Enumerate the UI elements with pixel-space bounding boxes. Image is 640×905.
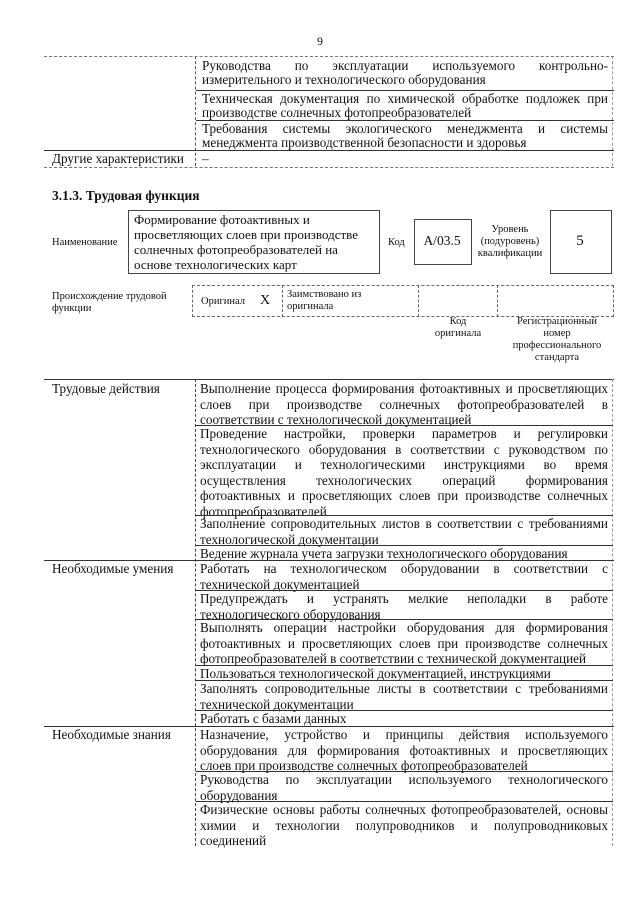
top-table-row: Техническая документация по химической обработке подложек при производстве солнечных фотопреобразователей: [202, 91, 608, 120]
qualification-level: 5: [576, 233, 584, 249]
labor-actions-label: Трудовые действия: [52, 381, 160, 396]
top-table: [44, 56, 614, 168]
qualification-level-label: Уровень (подуровень) квалификации: [477, 224, 543, 259]
list-item: Работать на технологическом оборудовании в соответствии с технической документацией: [200, 561, 608, 592]
other-characteristics-value: –: [202, 151, 209, 166]
function-name: Формирование фотоактивных и просветляющих слоев при производстве солнечных фотопреобразователей на основе технологических карт: [134, 212, 358, 272]
origin-label: Происхождение трудовой функции: [52, 291, 167, 314]
required-knowledge-label: Необходимые знания: [52, 727, 171, 742]
registration-number-label: Регистрационный номер профессионального стандарта: [512, 316, 602, 363]
list-item: Руководства по эксплуатации используемого технологического оборудования: [200, 772, 608, 803]
list-item: Выполнение процесса формирования фотоактивных и просветляющих слоев при производстве солнечных фотопреобразователей в соответствии с технологической документацией: [200, 381, 608, 427]
other-characteristics-label: Другие характеристики: [52, 151, 184, 166]
name-label: Наименование: [52, 237, 118, 248]
origin-box: [192, 285, 614, 317]
list-item: Заполнение сопроводительных листов в соответствии с требованиями технологической документации: [200, 516, 608, 547]
borrowed-label: Заимствовано из оригинала: [287, 289, 362, 312]
list-item: Ведение журнала учета загрузки технологического оборудования: [200, 546, 568, 561]
list-item: Проведение настройки, проверки параметров и регулировки технологического оборудования в соответствии с руководством по эксплуатации и технологическими инструкциями во время осуществления технологических операций формирования фотоактивных и просветляющих слоев при производстве солнечных фотопреобразователей: [200, 426, 608, 519]
page-number: 9: [317, 34, 323, 48]
top-table-row: Руководства по эксплуатации используемого контрольно-измерительного и технологического оборудования: [202, 58, 608, 87]
list-item: Выполнять операции настройки оборудования для формирования фотоактивных и просветляющих слоев при производстве солнечных фотопреобразователей в соответствии с технической документацией: [200, 620, 608, 666]
list-item: Работать с базами данных: [200, 711, 347, 726]
function-code: A/03.5: [423, 233, 461, 248]
original-label: Оригинал: [201, 296, 245, 307]
list-item: Назначение, устройство и принципы действия используемого оборудования для формирования фотоактивных и просветляющих слоев при производстве солнечных фотопреобразователей: [200, 727, 608, 773]
original-mark: X: [260, 293, 271, 308]
list-item: Пользоваться технологической документацией, инструкциями: [200, 666, 551, 681]
code-label: Код: [388, 237, 405, 248]
list-item: Предупреждать и устранять мелкие неполадки в работе технологического оборудования: [200, 591, 608, 622]
origin-code-label: Код оригинала: [434, 316, 482, 339]
required-skills-label: Необходимые умения: [52, 561, 174, 576]
top-table-row: Требования системы экологического менеджмента и системы менеджмента производственной безопасности и здоровья: [202, 121, 608, 150]
list-item: Заполнять сопроводительные листы в соответствии с требованиями технической документации: [200, 681, 608, 712]
list-item: Физические основы работы солнечных фотопреобразователей, основы химии и технологии полупроводников и полупроводниковых соединений: [200, 802, 608, 848]
section-title: 3.1.3. Трудовая функция: [52, 188, 200, 203]
